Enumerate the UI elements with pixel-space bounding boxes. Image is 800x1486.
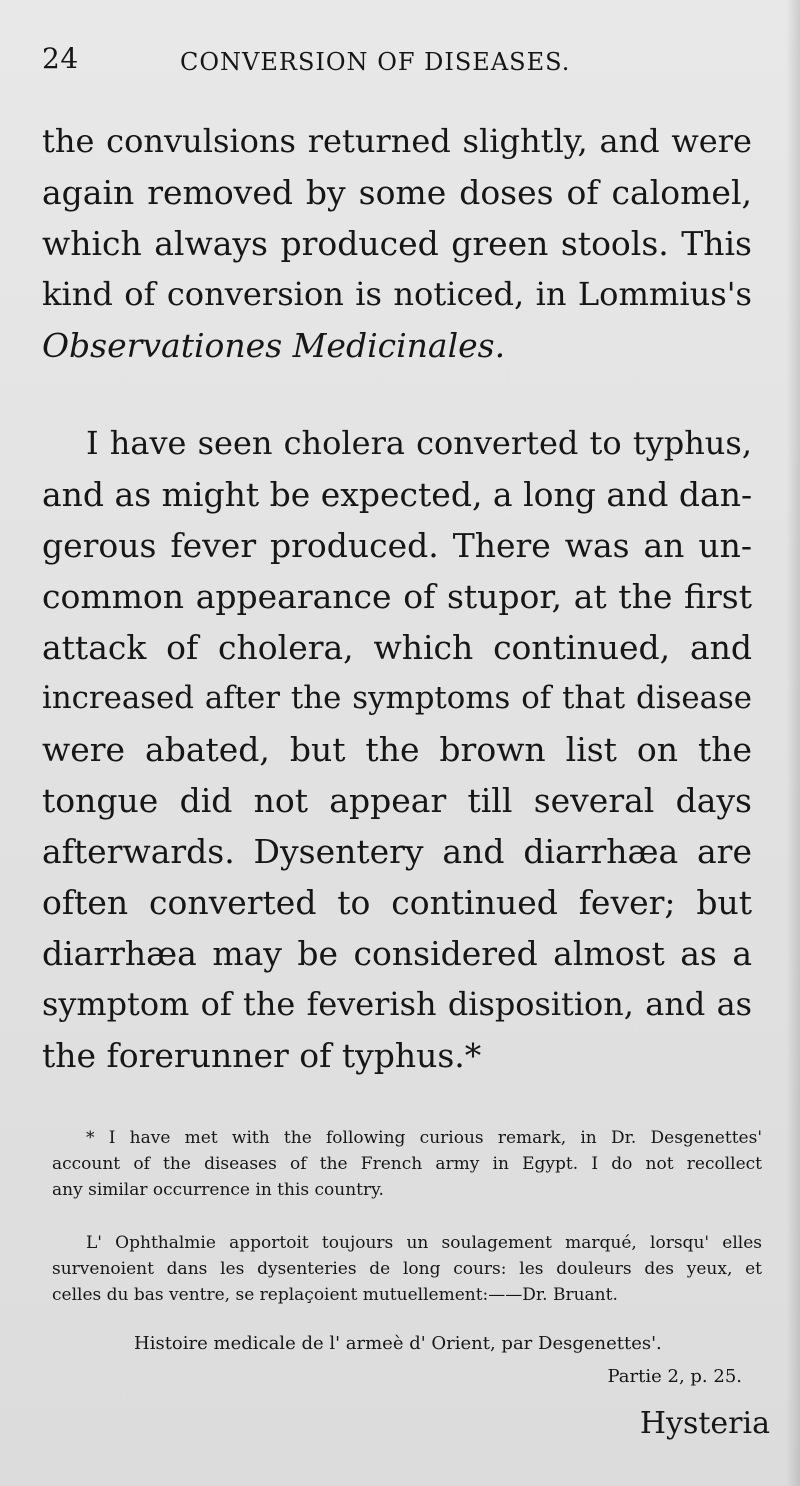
text-line: tongue did not appear till several days (42, 781, 752, 820)
footnote-quote (52, 1230, 762, 1308)
text-line: which always produced green stools. This (42, 224, 752, 263)
paragraph-2 (42, 418, 752, 1081)
page-header (42, 42, 760, 90)
text-line-book-title: Observationes Medicinales. (42, 326, 506, 365)
catchword: Hysteria (639, 1406, 770, 1441)
text-line: diarrhæa may be considered almost as a (42, 934, 752, 973)
quote-line: L' Ophthalmie apportoit toujours un soulagement marqué, lorsqu' elles (86, 1233, 762, 1253)
footnote (52, 1125, 762, 1203)
quote-line: celles du bas ventre, se replaçoient mutuellement:——Dr. Bruant. (52, 1285, 618, 1305)
running-title: CONVERSION OF DISEASES. (180, 48, 571, 76)
text-line: afterwards. Dysentery and diarrhæa are (42, 832, 752, 871)
page-number: 24 (42, 42, 79, 75)
text-line: gerous fever produced. There was an un- (42, 526, 752, 565)
footnote-citation: Histoire medicale de l' armeè d' Orient, par Desgenettes'. (134, 1333, 662, 1354)
footnote-line: account of the diseases of the French army in Egypt. I do not recollect (52, 1154, 762, 1174)
text-line: I have seen cholera converted to typhus, (86, 424, 752, 462)
text-line: attack of cholera, which continued, and (42, 628, 752, 667)
text-line: common appearance of stupor, at the first (42, 577, 752, 616)
paragraph-1 (42, 116, 752, 371)
text-line: and as might be expected, a long and dan- (42, 475, 753, 514)
footnote-line: * I have met with the following curious remark, in Dr. Desgenettes' (86, 1128, 762, 1148)
footnote-line: any similar occurrence in this country. (52, 1180, 384, 1200)
text-line: again removed by some doses of calomel, (42, 173, 752, 212)
text-line: the forerunner of typhus.* (42, 1036, 482, 1075)
text-line: symptom of the feverish disposition, and as (42, 985, 752, 1023)
text-line: kind of conversion is noticed, in Lommius's (42, 275, 752, 313)
text-line: were abated, but the brown list on the (42, 730, 752, 769)
quote-line: survenoient dans les dysenteries de long cours: les douleurs des yeux, et (52, 1259, 762, 1279)
text-line: the convulsions returned slightly, and were (42, 122, 752, 160)
footnote-citation-part: Partie 2, p. 25. (607, 1366, 742, 1387)
page-edge-shadow (786, 0, 800, 1486)
text-line: often converted to continued fever; but (42, 883, 752, 922)
text-line: increased after the symptoms of that disease (42, 680, 752, 716)
